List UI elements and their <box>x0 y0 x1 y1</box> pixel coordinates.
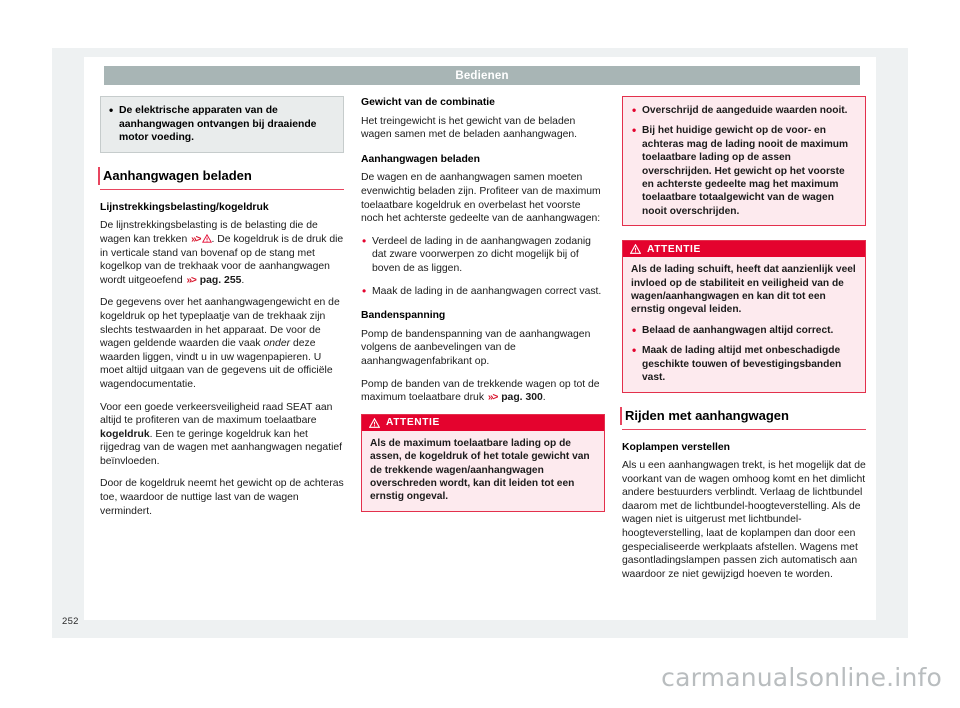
section-title-rijden-met-aanhangwagen <box>622 407 866 430</box>
bullet-verdeel-lading: • Verdeel de lading in de aanhangwagen zodanig dat zware voorwerpen zo dicht mogelijk bij of boven de as liggen. <box>361 235 605 276</box>
paragraph-achteras: Door de kogeldruk neemt het gewicht op de achteras toe, waardoor de nuttige last van de wagen vermindert. <box>100 478 344 517</box>
paragraph-text-part-a: De gegevens over het aanhangwagengewicht en de kogeldruk op het typeplaatje van de trekhaak zijn slechts testwaarden in het apparaat. De voor de wagen geldende waarden die vaak <box>100 297 340 350</box>
reference-chevron-icon: »> <box>487 392 498 404</box>
subheading-bandenspanning: Bandenspanning <box>361 310 446 322</box>
warning-bullet: • Bij het huidige gewicht op de voor- en achteras mag de lading nooit de maximum toelaatbare lading op de assen overschrijden. Het gewicht op het voorste en achterste gedeelte mag het maximum toelaatbare totaalgewicht van de wagen nooit overschrijden. <box>631 124 857 218</box>
warning-bullet: • Overschrijd de aangeduide waarden nooit. <box>631 104 857 117</box>
text-column-1 <box>100 96 344 616</box>
paragraph-bandenspanning-aanhangwagen: Pomp de bandenspanning van de aanhangwagen volgens de aanbevelingen van de aanhangwagenfabrikant op. <box>361 328 591 367</box>
paragraph-lijnstrekkingsbelasting: De lijnstrekkingsbelasting is de belasting die de wagen kan trekken »> . De kogeldruk is de druk die in verticale stand van bovenaf op de stang met kogelkop van de trekhaak voor de aanhangwagen wordt uitgeoefend »> pag. 255. <box>100 220 344 286</box>
page-number: 252 <box>62 616 79 627</box>
paragraph-bandenspanning-trekkende-wagen: Pomp de banden van de trekkende wagen op tot de maximum toelaatbare druk »> pag. 300. <box>361 378 600 404</box>
section-title-aanhangwagen-beladen <box>100 167 344 190</box>
warning-box-continued-body <box>623 97 865 225</box>
warning-box-lading-schuift <box>622 240 866 392</box>
warning-intro-paragraph: Als de lading schuift, heeft dat aanzienlijk veel invloed op de stabiliteit en veiligheid van de wagen/aanhangwagen en kan dit tot een ernstig ongeval leiden. <box>631 264 856 316</box>
running-header-title: Bedienen <box>455 69 509 82</box>
paragraph-treingewicht: Het treingewicht is het gewicht van de beladen wagen samen met de beladen aanhangwagen. <box>361 115 578 141</box>
paragraph-text-part-b: . Een te geringe kogeldruk kan het rijgedrag van de wagen met aanhangwagen negatief beïnvloeden. <box>100 428 343 467</box>
warning-box-body <box>623 257 865 391</box>
section-title-label: Aanhangwagen beladen <box>103 167 252 183</box>
site-watermark: carmanualsonline.info <box>661 663 942 692</box>
paragraph-evenwichtig-beladen: De wagen en de aanhangwagen samen moeten evenwichtig beladen zijn. Profiteer van de maximum toelaatbare kogeldruk en overbelast het voorste noch het achterste gedeelte van de aanhangwagen: <box>361 172 601 225</box>
warning-box-maximum-lading <box>361 414 605 512</box>
strong-kogeldruk: kogeldruk <box>100 428 150 440</box>
reference-page-label: pag. 255 <box>199 274 242 286</box>
reference-chevron-icon: »> <box>191 233 201 245</box>
paragraph-verkeersveiligheid <box>100 401 344 469</box>
warning-bullet: • Belaad de aanhangwagen altijd correct. <box>631 324 857 337</box>
warning-box-continued-overschrijd <box>622 96 866 226</box>
text-column-3 <box>622 96 866 616</box>
subheading-gewicht-combinatie: Gewicht van de combinatie <box>361 97 495 108</box>
warning-box-header <box>623 241 865 257</box>
running-header <box>104 66 860 85</box>
paragraph-text-part-a: Voor een goede verkeersveiligheid raad SEAT aan altijd te profiteren van de maximum toelaatbare <box>100 401 333 427</box>
subheading-lijnstrekkingsbelasting: Lijnstrekkingsbelasting/kogeldruk <box>100 201 269 213</box>
text-column-2 <box>361 96 605 616</box>
note-box-text: • De elektrische apparaten van de aanhangwagen ontvangen bij draaiende motor voeding. <box>109 104 335 145</box>
paragraph-typeplaatje <box>100 296 344 391</box>
page-columns <box>100 96 868 616</box>
warning-box-body <box>362 431 604 511</box>
paragraph-text-part-b: deze waarden liggen, vindt u in uw wagenpapieren. U moet altijd uitgaan van de gegevens uit de officiële wagendocumentatie. <box>100 338 333 390</box>
warning-box-header <box>362 415 604 431</box>
subheading-koplampen-verstellen: Koplampen verstellen <box>622 441 730 453</box>
warning-triangle-icon <box>630 244 641 254</box>
subheading-aanhangwagen-beladen: Aanhangwagen beladen <box>361 153 480 165</box>
warning-bullet: • Maak de lading altijd met onbeschadigde geschikte touwen of bevestigingsbanden vast. <box>631 344 857 384</box>
warning-triangle-icon <box>369 418 380 428</box>
warning-box-label: ATTENTIE <box>647 243 701 255</box>
paragraph-text-part-b: . De kogeldruk is de druk die in verticale stand van bovenaf op de stang met kogelkop van de trekhaak voor de aanhangwagen wordt uitgeoefend <box>100 233 344 286</box>
warning-triangle-icon <box>202 234 212 243</box>
warning-paragraph: Als de maximum toelaatbare lading op de assen, de kogeldruk of het totale gewicht van de trekkende wagen/aanhangwagen overschreden wordt, kan dit leiden tot een ernstig ongeval. <box>370 437 590 503</box>
note-box-electrical-devices <box>100 96 344 153</box>
reference-page-label: pag. 300 <box>501 392 543 404</box>
warning-box-label: ATTENTIE <box>386 417 440 429</box>
paragraph-text-part-a: De lijnstrekkingsbelasting is de belasting die de wagen kan trekken <box>100 220 318 245</box>
bullet-maak-lading-vast: • Maak de lading in de aanhangwagen correct vast. <box>361 285 605 299</box>
reference-chevron-icon-2: »> <box>186 274 196 286</box>
paragraph-koplampen: Als u een aanhangwagen trekt, is het mogelijk dat de voorkant van de wagen omhoog komt en het dimlicht andere bestuurders verblindt. Verlaag de lichtbundel daarom met de lichtbundel-hoogteverstelling. Als de wagen niet is uitgerust met lichtbundel-hoogteverstelling, laat de koplampen dan door een gespecialiseerde werkplaats afstellen. Wagens met gasontladingslampen passen zich automatisch aan waardoor ze niet gewijzigd hoeven te worden. <box>622 460 866 580</box>
paragraph-text-part-a: Pomp de banden van de trekkende wagen op tot de maximum toelaatbare druk <box>361 378 600 404</box>
section-title-label: Rijden met aanhangwagen <box>625 407 789 423</box>
emphasis-onder: onder <box>263 338 291 350</box>
